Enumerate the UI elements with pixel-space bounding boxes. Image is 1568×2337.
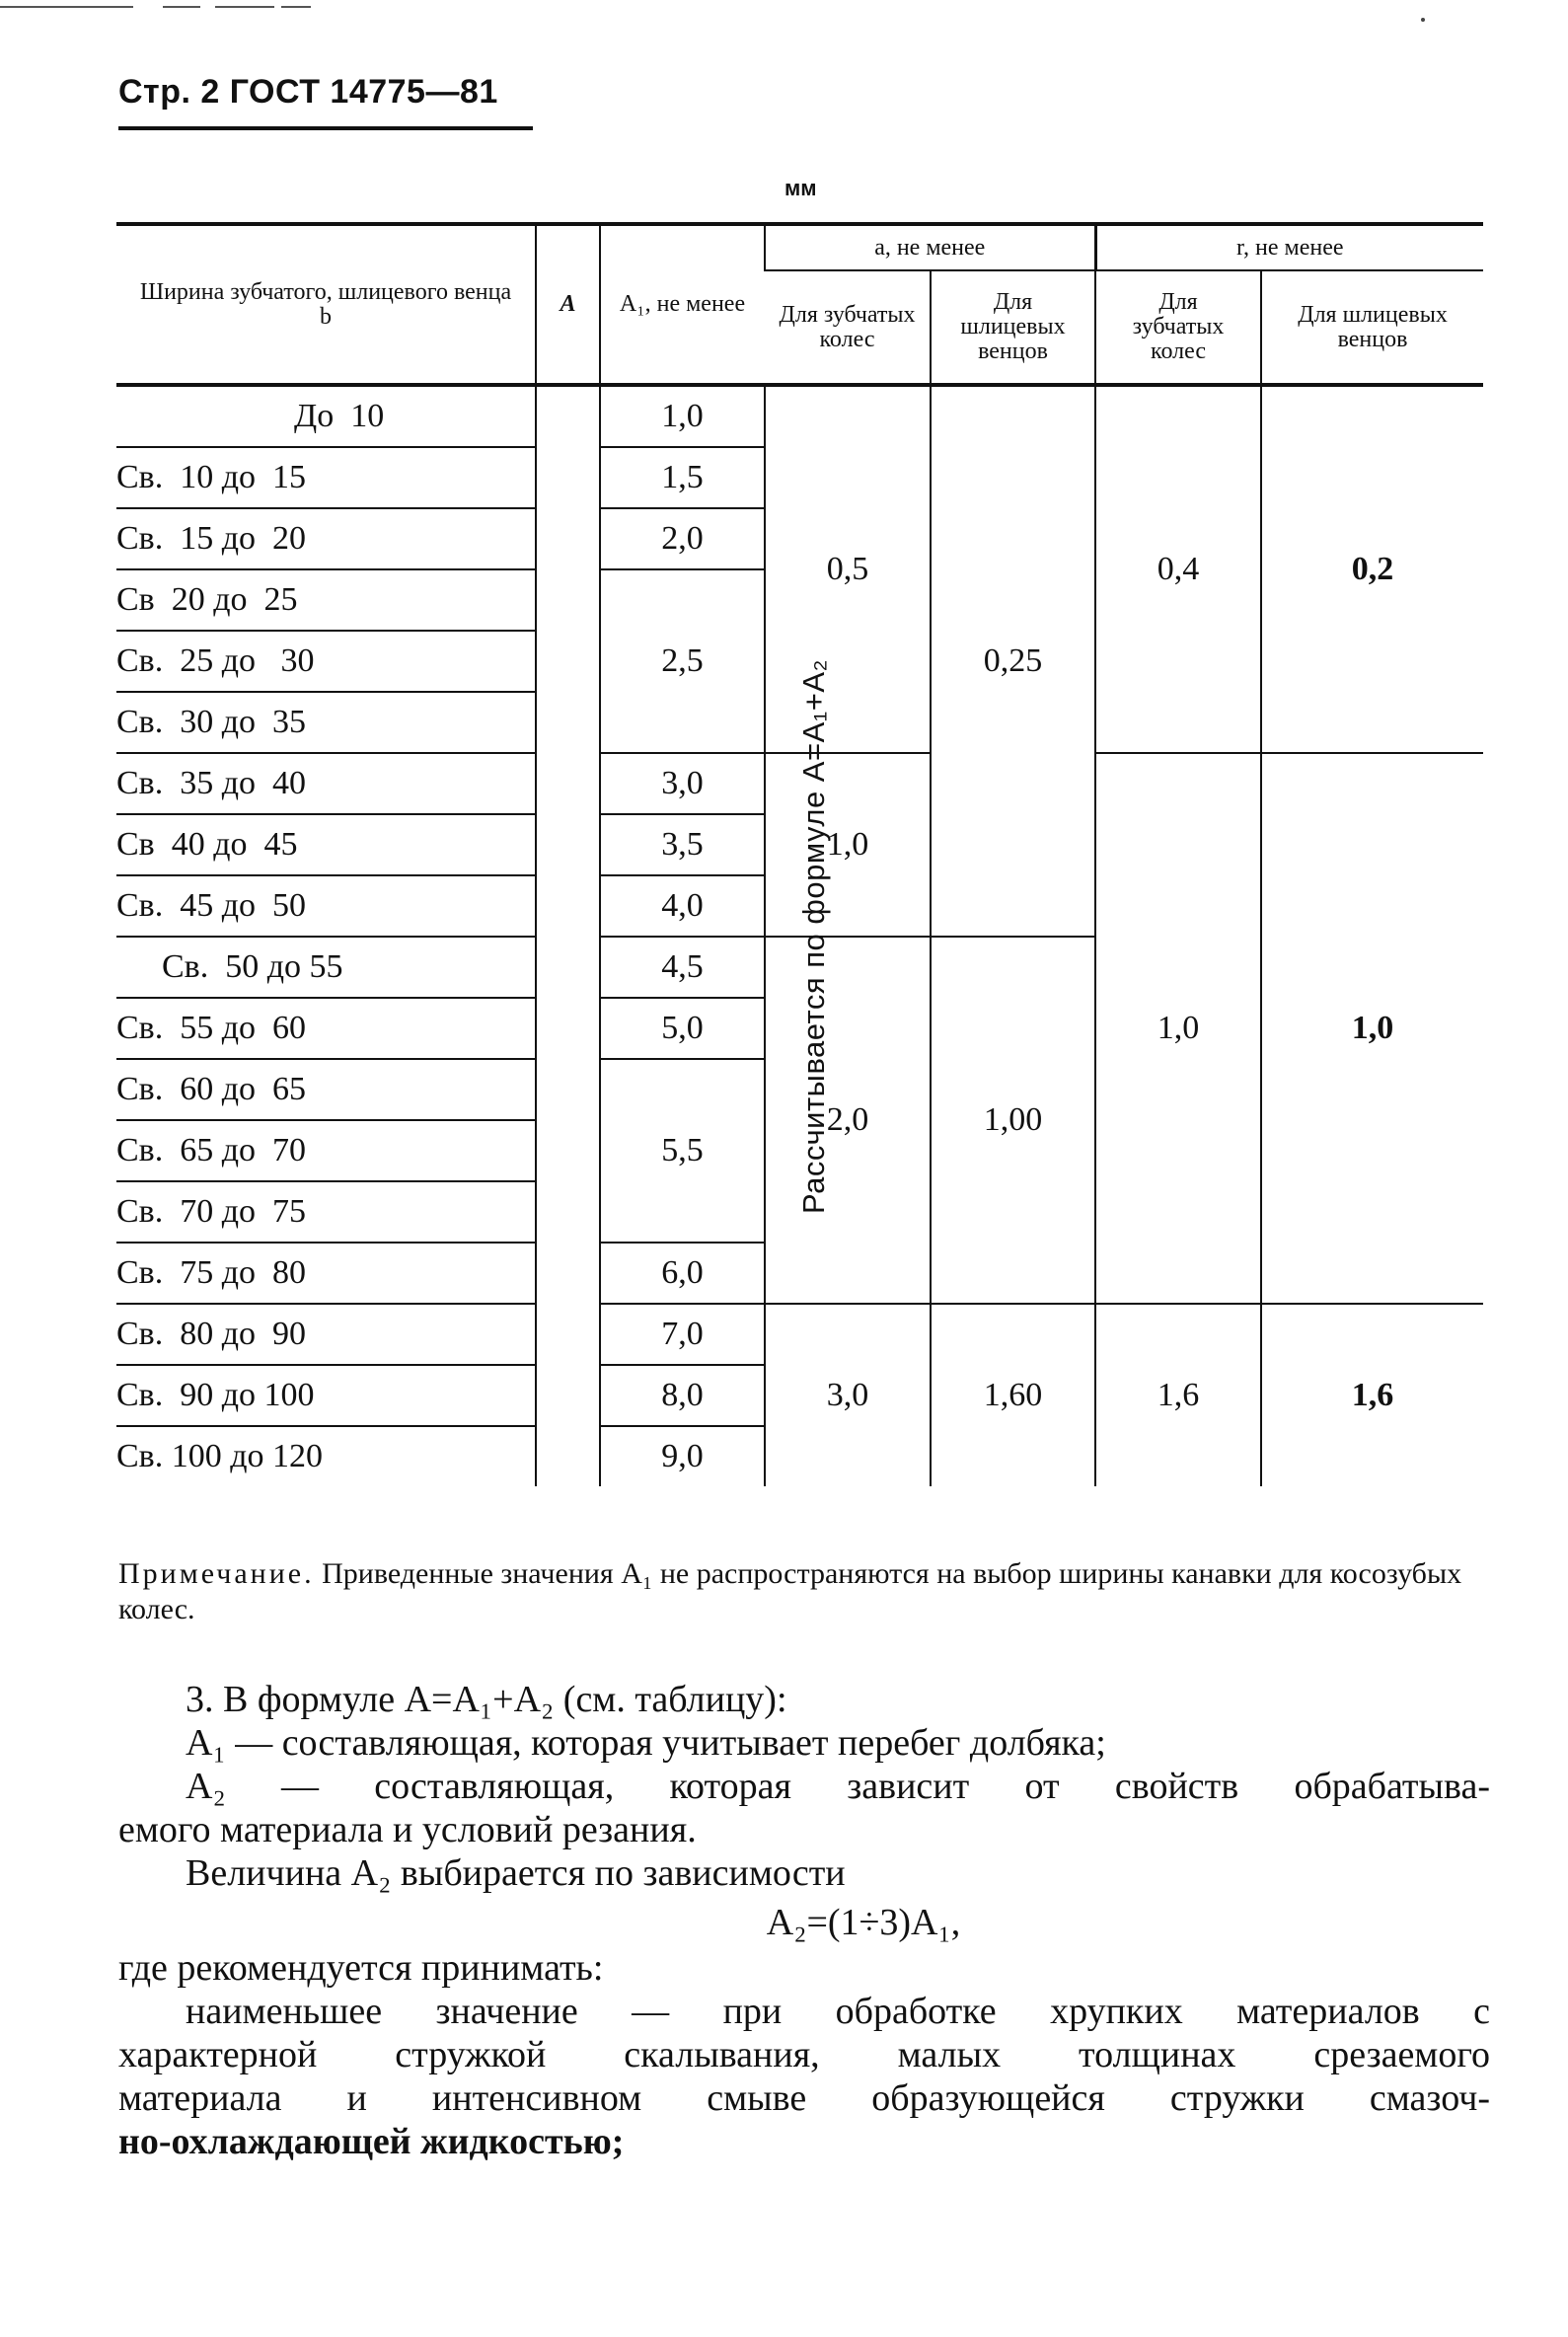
a1-cell: 7,0 xyxy=(600,1304,765,1365)
a1-cell: 4,0 xyxy=(600,875,765,937)
header-rule xyxy=(118,126,533,130)
a1-cell: 3,0 xyxy=(600,753,765,814)
r-gear-cell: 1,6 xyxy=(1095,1304,1261,1486)
a1-cell: 6,0 xyxy=(600,1243,765,1304)
table-row: Св. 10 до 15 xyxy=(116,447,536,508)
table-row: Св. 80 до 90 xyxy=(116,1304,536,1365)
a1-cell: 2,0 xyxy=(600,508,765,569)
paragraph: A₁ — составляющая, которая учитывает перебег долбяка; xyxy=(186,1722,1106,1764)
scan-dot xyxy=(1421,18,1425,22)
a-gear-cell: 1,0 xyxy=(765,753,931,937)
group-a-header: a, не менее xyxy=(765,224,1095,270)
a-gear-cell: 2,0 xyxy=(765,937,931,1304)
paragraph: емого материала и условий резания. xyxy=(118,1809,697,1850)
table-row: Св. 100 до 120 xyxy=(116,1438,324,1474)
a-gear-cell: 3,0 xyxy=(765,1304,931,1486)
a1-cell: 5,5 xyxy=(600,1059,765,1243)
table-row: Св. 90 до 100 xyxy=(116,1365,536,1426)
a1-cell: 3,5 xyxy=(600,814,765,875)
col-width-header: Ширина зубчатого, шлицевого венца b xyxy=(116,224,536,385)
table-row: Св. 45 до 50 xyxy=(116,875,536,937)
table-row: Св. 65 до 70 xyxy=(116,1120,536,1181)
paragraph: 3. В формуле A=A₁+A₂ (см. таблицу): xyxy=(186,1679,787,1720)
a-gear-header: Для зубчатых колес xyxy=(765,270,931,385)
r-gear-cell: 1,0 xyxy=(1095,753,1261,1304)
a1-cell: 4,5 xyxy=(600,937,765,998)
paragraph: характерной стружкой скалывания, малых толщинах срезаемого xyxy=(118,2034,1490,2075)
table-row: Св 40 до 45 xyxy=(116,814,536,875)
r-gear-cell: 0,4 xyxy=(1095,385,1261,753)
body-text xyxy=(118,1678,1490,2163)
table-row: До 10 xyxy=(116,385,536,447)
formula-rotated: Рассчитывается по формуле A=A₁+A₂ xyxy=(536,385,600,1486)
r-gear-header: Для зубчатых колес xyxy=(1095,270,1261,385)
r-spline-header: Для шлицевых венцов xyxy=(1261,270,1483,385)
group-r-header: r, не менее xyxy=(1095,224,1483,270)
a1-cell: 5,0 xyxy=(600,998,765,1059)
table-row: Св. 30 до 35 xyxy=(116,692,536,753)
table-row: Св. 55 до 60 xyxy=(116,998,536,1059)
a-gear-cell: 0,5 xyxy=(765,385,931,753)
col-A-header: A xyxy=(536,224,600,385)
paragraph: материала и интенсивном смыве образующейся стружки смазоч- xyxy=(118,2077,1490,2119)
a-spline-cell: 0,25 xyxy=(931,385,1095,937)
a-spline-header: Для шлицевых венцов xyxy=(931,270,1095,385)
table-row: Св. 60 до 65 xyxy=(116,1059,536,1120)
a1-cell: 1,5 xyxy=(600,447,765,508)
a1-cell: 9,0 xyxy=(600,1426,765,1486)
r-spline-cell: 0,2 xyxy=(1261,385,1483,753)
col-A1-header: A₁, не менее xyxy=(600,224,765,385)
table-row: Св. 75 до 80 xyxy=(116,1243,536,1304)
groove-table xyxy=(116,222,1483,1486)
paragraph: где рекомендуется принимать: xyxy=(118,1947,604,1989)
unit-label: мм xyxy=(784,176,817,200)
table-row: Св. 35 до 40 xyxy=(116,753,536,814)
a1-cell: 1,0 xyxy=(600,385,765,447)
r-spline-cell: 1,0 xyxy=(1261,753,1483,1304)
table-row: Св. 15 до 20 xyxy=(116,508,536,569)
a1-cell: 8,0 xyxy=(600,1365,765,1426)
formula: A₂=(1÷3)A₁, xyxy=(766,1902,961,1943)
a1-cell: 2,5 xyxy=(600,569,765,753)
table-row: Св 20 до 25 xyxy=(116,569,536,631)
table-row: Св. 50 до 55 xyxy=(116,937,536,998)
paragraph: A₂ — составляющая, которая зависит от свойств обрабатыва- xyxy=(186,1766,1490,1807)
paragraph: но-охлаждающей жидкостью; xyxy=(118,2121,625,2162)
table-note xyxy=(118,1556,1485,1627)
note-text: Приведенные значения A₁ не распространяются на выбор ширины канавки для косозубых колес. xyxy=(118,1557,1462,1625)
page-header: Стр. 2 ГОСТ 14775—81 xyxy=(118,73,498,111)
a-spline-cell: 1,00 xyxy=(931,937,1095,1304)
a-spline-cell: 1,60 xyxy=(931,1304,1095,1486)
table-row: Св. 25 до 30 xyxy=(116,631,536,692)
r-spline-cell: 1,6 xyxy=(1261,1304,1483,1486)
paragraph: Величина A₂ выбирается по зависимости xyxy=(186,1852,846,1894)
note-label: Примечание. xyxy=(118,1557,315,1590)
paragraph: наименьшее значение — при обработке хрупких материалов с xyxy=(186,1991,1490,2032)
table-row: Св. 70 до 75 xyxy=(116,1181,536,1243)
